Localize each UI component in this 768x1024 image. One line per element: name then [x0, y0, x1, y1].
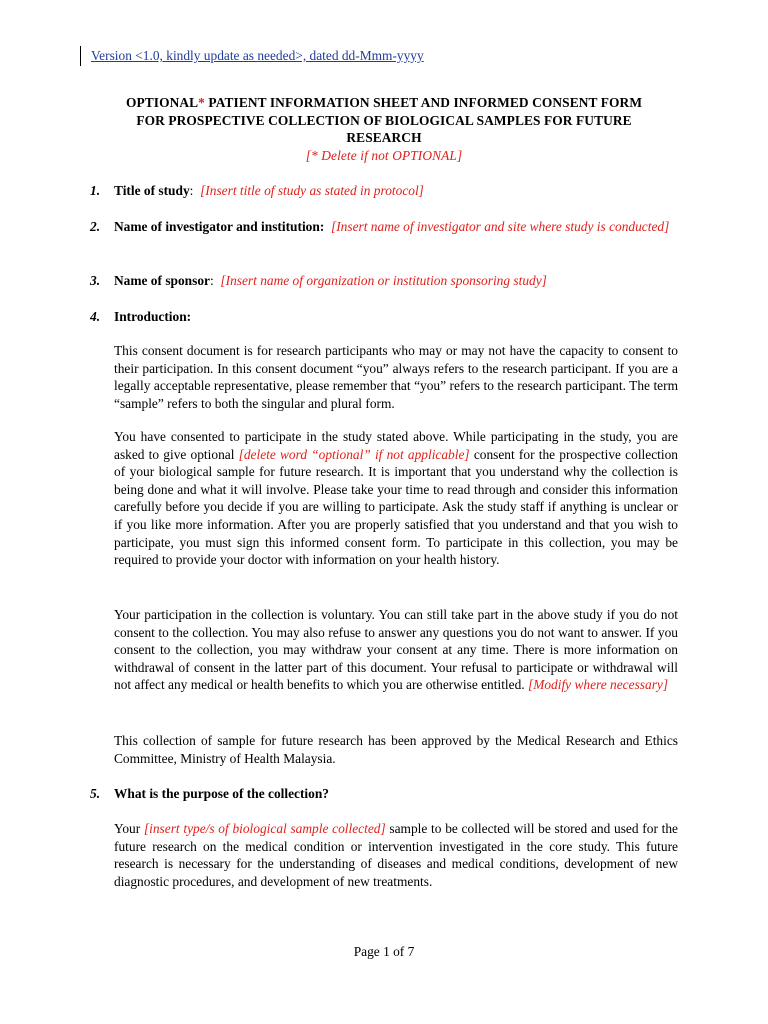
placeholder-text: [delete word “optional” if not applicable]	[238, 446, 470, 462]
section-label: What is the purpose of the collection?	[114, 786, 329, 801]
placeholder-text: [insert type/s of biological sample collected]	[143, 821, 386, 836]
section-number: 4.	[90, 309, 101, 324]
placeholder-text: [Insert title of study as stated in protocol]	[200, 183, 424, 198]
text: consent for the prospective collection of your biological sample for future research. It is important that you understand why the collection is being done and what it will involve. Please take your time to read through and consider this information carefully before you decide if you are willing to participate. Ask the study staff if anything is unclear or if you like more information. After you are properly satisfied that you understand and that you wish to participate, you must sign this informed consent form. To participate in this collection, you may be required to provide your doctor with information on your health history.	[114, 446, 678, 568]
section-sponsor	[114, 272, 680, 290]
section-number: 2.	[90, 219, 101, 234]
intro-paragraph-2	[114, 428, 678, 569]
section-investigator	[114, 218, 680, 236]
revision-bar	[80, 46, 81, 66]
title-optional: OPTIONAL	[125, 95, 199, 110]
section-purpose	[114, 785, 680, 803]
section-title-of-study	[114, 182, 680, 200]
section-label: Name of sponsor	[114, 273, 210, 288]
placeholder-text: [Insert name of investigator and site where study is conducted]	[331, 219, 670, 234]
title-line-3: RESEARCH	[346, 130, 422, 146]
section-number: 3.	[90, 273, 101, 288]
text: Your participation in the collection is voluntary. You can still take part in the above study if you do not consent to the collection. You may also refuse to answer any questions you do not want to answer. If you consent to the collection, you may withdraw your consent at any time. There is more information on withdrawal of consent in the latter part of this document. Your refusal to participate or withdrawal will not affect any medical or health benefits to which you are otherwise entitled.	[114, 607, 678, 693]
intro-paragraph-1: This consent document is for research participants who may or may not have the capacity to consent to their participation. In this consent document “you” always refers to the research participant. If you are a legally acceptable representative, please remember that “you” refers to the research participant. The term “sample” refers to both the singular and plural form.	[114, 343, 678, 411]
title-line-1-rest: PATIENT INFORMATION SHEET AND INFORMED CONSENT FORM	[204, 95, 643, 110]
section-label: Introduction:	[114, 309, 192, 324]
separator: :	[189, 183, 194, 198]
title-asterisk: *	[198, 95, 205, 110]
text: Your	[114, 821, 144, 836]
section-label: Title of study	[114, 183, 190, 198]
section-number: 1.	[90, 183, 101, 198]
separator: :	[209, 273, 214, 288]
page-number: Page 1 of 7	[353, 944, 415, 959]
intro-paragraph-4: This collection of sample for future research has been approved by the Medical Research and Ethics Committee, Ministry of Health Malaysia.	[114, 733, 678, 766]
placeholder-text: [Insert name of organization or institution sponsoring study]	[220, 273, 547, 288]
intro-paragraph-3	[114, 606, 678, 694]
title-line-1	[70, 94, 698, 112]
title-delete-note: [* Delete if not OPTIONAL]	[305, 147, 463, 163]
text: You have consented to participate in the study stated above. While participating in the study, you are asked to give optional	[114, 429, 678, 462]
section-number: 5.	[90, 786, 101, 801]
text: sample to be collected will be stored and used for the future research on the medical condition or intervention investigated in the core study. This future research is necessary for the understanding of diseases and medical conditions, development of new diagnostic procedures, and development of new treatments.	[114, 821, 678, 889]
section-label: Name of investigator and institution:	[114, 219, 325, 234]
version-line[interactable]: Version <1.0, kindly update as needed>, dated dd-Mmm-yyyy	[91, 48, 424, 63]
title-line-2: FOR PROSPECTIVE COLLECTION OF BIOLOGICAL SAMPLES FOR FUTURE	[136, 112, 632, 128]
purpose-paragraph	[114, 820, 678, 890]
section-introduction	[114, 308, 680, 326]
placeholder-text: [Modify where necessary]	[527, 677, 669, 693]
document-title	[70, 94, 698, 164]
